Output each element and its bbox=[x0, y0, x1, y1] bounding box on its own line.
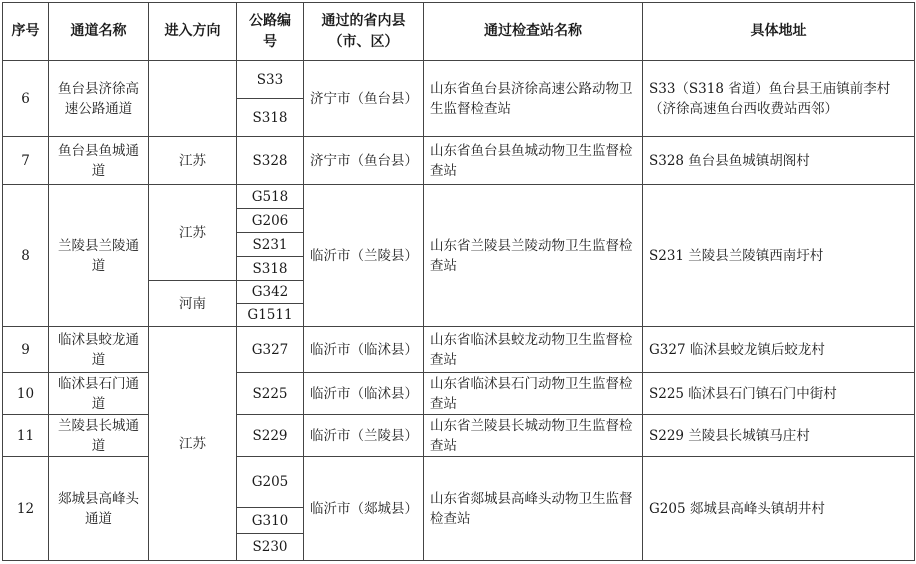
row-direction: 江苏 bbox=[149, 137, 237, 185]
row-channel: 临沭县石门通道 bbox=[49, 373, 149, 415]
table-row bbox=[3, 61, 915, 99]
road-code: G518 bbox=[237, 185, 304, 209]
road-code: S230 bbox=[237, 534, 304, 561]
row-station: 山东省鱼台县济徐高速公路动物卫生监督检查站 bbox=[424, 61, 643, 137]
row-station: 山东省鱼台县鱼城动物卫生监督检查站 bbox=[424, 137, 643, 185]
table-row bbox=[3, 137, 915, 185]
row-seq: 9 bbox=[3, 327, 49, 373]
row-seq: 7 bbox=[3, 137, 49, 185]
header-row bbox=[3, 3, 915, 61]
row-county: 济宁市（鱼台县） bbox=[304, 61, 424, 137]
road-code: G205 bbox=[237, 457, 304, 508]
row-address: G327 临沭县蛟龙镇后蛟龙村 bbox=[643, 327, 915, 373]
table-row bbox=[3, 185, 915, 209]
row-county: 济宁市（鱼台县） bbox=[304, 137, 424, 185]
row-seq: 11 bbox=[3, 415, 49, 457]
road-code: G1511 bbox=[237, 304, 304, 327]
header-direction: 进入方向 bbox=[149, 3, 237, 61]
header-seq: 序号 bbox=[3, 3, 49, 61]
row-address: S33（S318 省道）鱼台县王庙镇前李村（济徐高速鱼台西收费站西邻） bbox=[643, 61, 915, 137]
header-road: 公路编号 bbox=[237, 3, 304, 61]
table-row bbox=[3, 457, 915, 505]
row-direction: 江苏 bbox=[149, 327, 237, 561]
row-address: G205 郯城县高峰头镇胡井村 bbox=[643, 457, 915, 561]
road-code: G310 bbox=[237, 508, 304, 534]
row-channel: 临沭县蛟龙通道 bbox=[49, 327, 149, 373]
row-county: 临沂市（郯城县） bbox=[304, 457, 424, 561]
header-station: 通过检查站名称 bbox=[424, 3, 643, 61]
road-code: G342 bbox=[237, 281, 304, 304]
row-channel: 鱼台县济徐高速公路通道 bbox=[49, 61, 149, 137]
road-code: G206 bbox=[237, 209, 304, 233]
row-county: 临沂市（临沭县） bbox=[304, 327, 424, 373]
row-channel: 鱼台县鱼城通道 bbox=[49, 137, 149, 185]
row-address: S328 鱼台县鱼城镇胡阁村 bbox=[643, 137, 915, 185]
row-station: 山东省兰陵县长城动物卫生监督检查站 bbox=[424, 415, 643, 457]
road-code: S229 bbox=[237, 415, 304, 457]
road-code: S328 bbox=[237, 137, 304, 185]
header-channel: 通道名称 bbox=[49, 3, 149, 61]
row-county: 临沂市（兰陵县） bbox=[304, 415, 424, 457]
road-code: S225 bbox=[237, 373, 304, 415]
row-channel: 兰陵县长城通道 bbox=[49, 415, 149, 457]
row-station: 山东省郯城县高峰头动物卫生监督检查站 bbox=[424, 457, 643, 561]
road-code: S33 bbox=[237, 61, 304, 99]
row-address: S229 兰陵县长城镇马庄村 bbox=[643, 415, 915, 457]
row-direction bbox=[149, 61, 237, 137]
row-county: 临沂市（兰陵县） bbox=[304, 185, 424, 327]
table-row bbox=[3, 373, 915, 415]
row-station: 山东省兰陵县兰陵动物卫生监督检查站 bbox=[424, 185, 643, 327]
row-channel: 兰陵县兰陵通道 bbox=[49, 185, 149, 327]
row-station: 山东省临沭县石门动物卫生监督检查站 bbox=[424, 373, 643, 415]
row-direction: 江苏 bbox=[149, 185, 237, 281]
row-station: 山东省临沭县蛟龙动物卫生监督检查站 bbox=[424, 327, 643, 373]
header-county: 通过的省内县（市、区） bbox=[304, 3, 424, 61]
road-code: G327 bbox=[237, 327, 304, 373]
row-address: S231 兰陵县兰陵镇西南圩村 bbox=[643, 185, 915, 327]
header-address: 具体地址 bbox=[643, 3, 915, 61]
row-address: S225 临沭县石门镇石门中街村 bbox=[643, 373, 915, 415]
road-code: S318 bbox=[237, 257, 304, 281]
road-code: S318 bbox=[237, 99, 304, 137]
row-channel: 郯城县高峰头通道 bbox=[49, 457, 149, 561]
road-code: S231 bbox=[237, 233, 304, 257]
table-row bbox=[3, 415, 915, 457]
channel-table bbox=[2, 2, 915, 561]
row-seq: 6 bbox=[3, 61, 49, 137]
row-county: 临沂市（临沭县） bbox=[304, 373, 424, 415]
row-seq: 8 bbox=[3, 185, 49, 327]
table-row bbox=[3, 327, 915, 373]
row-seq: 10 bbox=[3, 373, 49, 415]
row-seq: 12 bbox=[3, 457, 49, 561]
row-direction: 河南 bbox=[149, 281, 237, 327]
